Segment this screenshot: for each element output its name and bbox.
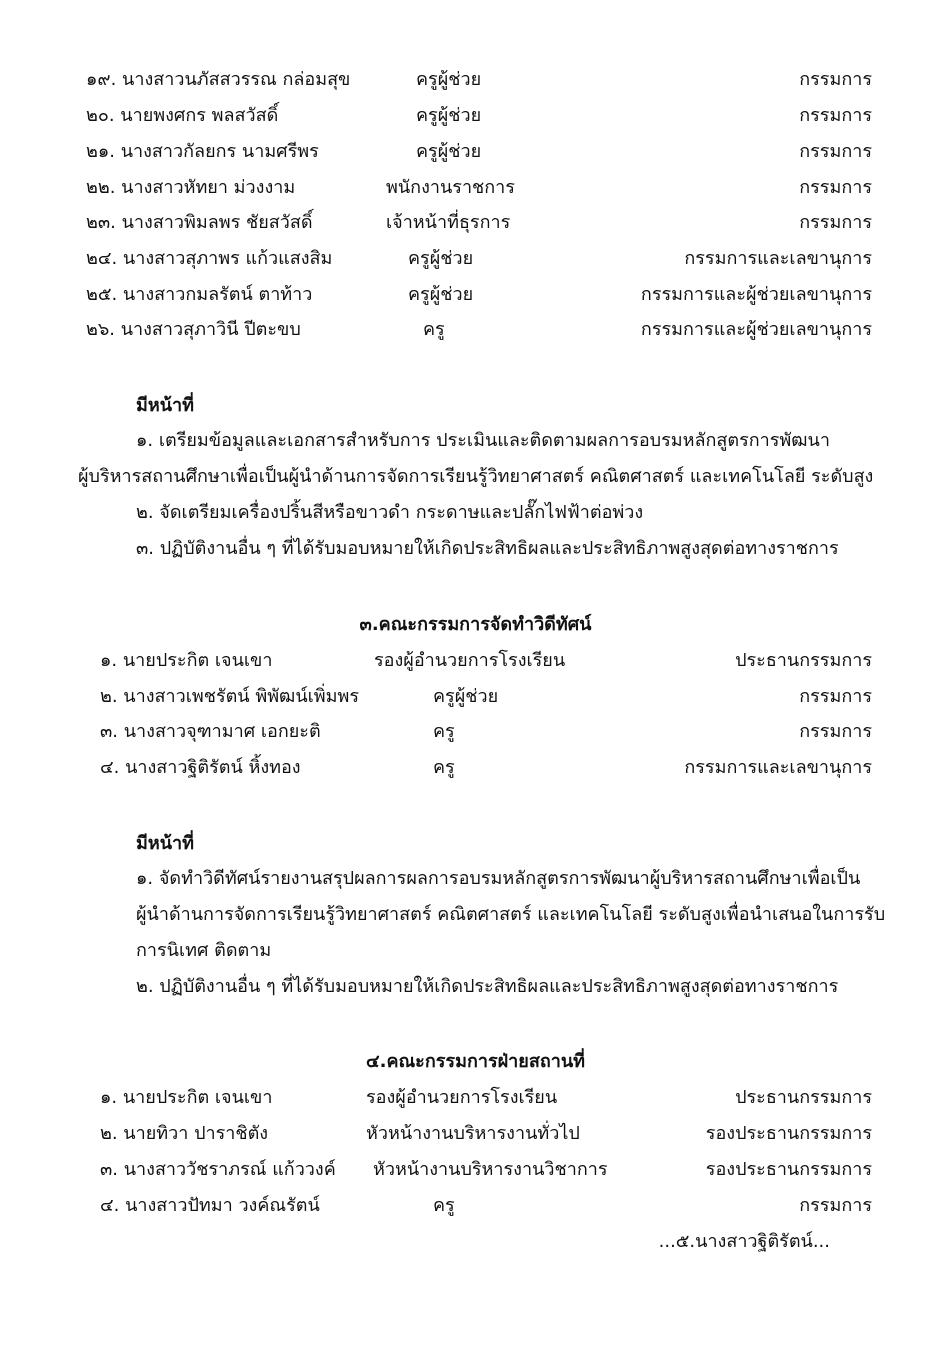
member-position: ครูผู้ช่วย [433, 686, 499, 707]
member-row [0, 1191, 951, 1221]
member-role: กรรมการ [799, 721, 872, 742]
member-role: กรรมการ [799, 105, 872, 126]
member-role: กรรมการและผู้ช่วยเลขานุการ [640, 319, 872, 340]
section-title: ๔.คณะกรรมการฝ่ายสถานที่ [365, 1051, 585, 1072]
member-name: ๒๓. นางสาวพิมลพร ชัยสวัสดิ์ [86, 212, 313, 233]
duties-heading: มีหน้าที่ [136, 395, 195, 416]
member-row [0, 280, 951, 310]
member-row [0, 173, 951, 203]
member-role: กรรมการ [799, 177, 872, 198]
member-row [0, 137, 951, 167]
member-name: ๒๕. นางสาวกมลรัตน์ ตาท้าว [86, 284, 313, 305]
member-role: กรรมการ [799, 141, 872, 162]
duty-text: ผู้บริหารสถานศึกษาเพื่อเป็นผู้นำด้านการจัดการเรียนรู้วิทยาศาสตร์ คณิตศาสตร์ และเทคโนโลยี ระดับสูง [78, 466, 874, 487]
member-position: ครูผู้ช่วย [416, 141, 482, 162]
duty-text: ๑. เตรียมข้อมูลและเอกสารสำหรับการ ประเมินและติดตามผลการอบรมหลักสูตรการพัฒนา [136, 430, 830, 451]
member-position: พนักงานราชการ [386, 177, 515, 198]
member-name: ๒. นางสาวเพชรัตน์ พิพัฒน์เพิ่มพร [100, 686, 360, 707]
member-row [0, 315, 951, 345]
member-position: เจ้าหน้าที่ธุรการ [386, 212, 511, 233]
member-row [0, 717, 951, 747]
member-row [0, 101, 951, 131]
member-position: ครูผู้ช่วย [416, 105, 482, 126]
member-role: กรรมการและเลขานุการ [684, 248, 872, 269]
member-position: ครู [423, 319, 445, 340]
member-position: ครู [433, 721, 455, 742]
member-row [0, 1083, 951, 1113]
member-position: รองผู้อำนวยการโรงเรียน [374, 650, 566, 671]
member-row [0, 682, 951, 712]
member-role: ประธานกรรมการ [735, 650, 872, 671]
member-position: ครูผู้ช่วย [416, 69, 482, 90]
member-name: ๒๔. นางสาวสุภาพร แก้วแสงสิม [86, 248, 333, 269]
member-name: ๒๖. นางสาวสุภาวินี ปีตะขบ [86, 319, 301, 340]
member-name: ๒๑. นางสาวกัลยกร นามศรีพร [86, 141, 319, 162]
member-role: กรรมการและผู้ช่วยเลขานุการ [640, 284, 872, 305]
member-name: ๒. นายทิวา ปาราชิตัง [100, 1123, 269, 1144]
member-position: หัวหน้างานบริหารงานทั่วไป [366, 1123, 580, 1144]
member-row [0, 1119, 951, 1149]
member-position: ครู [433, 757, 455, 778]
member-name: ๓. นางสาวจุฑามาศ เอกยะติ [100, 721, 321, 742]
member-position: หัวหน้างานบริหารงานวิชาการ [373, 1159, 608, 1180]
member-row [0, 1155, 951, 1185]
member-name: ๒๒. นางสาวหัทยา ม่วงงาม [86, 177, 296, 198]
member-role: กรรมการ [799, 212, 872, 233]
member-name: ๑. นายประกิต เจนเขา [100, 1087, 273, 1108]
section-title: ๓.คณะกรรมการจัดทำวิดีทัศน์ [359, 614, 592, 635]
member-row [0, 208, 951, 238]
member-row [0, 646, 951, 676]
duty-text: การนิเทศ ติดตาม [136, 940, 272, 961]
member-position: ครูผู้ช่วย [408, 284, 474, 305]
member-name: ๑. นายประกิต เจนเขา [100, 650, 273, 671]
duty-text: ผู้นำด้านการจัดการเรียนรู้วิทยาศาสตร์ คณิตศาสตร์ และเทคโนโลยี ระดับสูงเพื่อนำเสนอในการรับ [136, 904, 886, 925]
member-name: ๓. นางสาววัชราภรณ์ แก้ววงค์ [100, 1159, 336, 1180]
member-name: ๔. นางสาวปัทมา วงค์ณรัตน์ [100, 1195, 320, 1216]
member-role: รองประธานกรรมการ [705, 1159, 872, 1180]
member-role: กรรมการ [799, 69, 872, 90]
duties-heading: มีหน้าที่ [136, 833, 195, 854]
member-row [0, 244, 951, 274]
member-role: รองประธานกรรมการ [705, 1123, 872, 1144]
member-name: ๔. นางสาวฐิติรัตน์ หิ้งทอง [100, 757, 301, 778]
member-position: ครู [433, 1195, 455, 1216]
member-position: รองผู้อำนวยการโรงเรียน [366, 1087, 558, 1108]
member-role: ประธานกรรมการ [735, 1087, 872, 1108]
member-row [0, 753, 951, 783]
member-role: กรรมการและเลขานุการ [684, 757, 872, 778]
duty-text: ๓. ปฏิบัติงานอื่น ๆ ที่ได้รับมอบหมายให้เกิดประสิทธิผลและประสิทธิภาพสูงสุดต่อทางราชการ [136, 538, 839, 559]
member-name: ๒๐. นายพงศกร พลสวัสดิ์ [86, 105, 279, 126]
member-role: กรรมการ [799, 1195, 872, 1216]
member-role: กรรมการ [799, 686, 872, 707]
duty-text: ๒. จัดเตรียมเครื่องปริ้นสีหรือขาวดำ กระดาษและปลั๊กไฟฟ้าต่อพ่วง [136, 502, 644, 523]
duty-text: ๒. ปฏิบัติงานอื่น ๆ ที่ได้รับมอบหมายให้เกิดประสิทธิผลและประสิทธิภาพสูงสุดต่อทางราชการ [136, 976, 839, 997]
duty-text: ๑. จัดทำวิดีทัศน์รายงานสรุปผลการผลการอบรมหลักสูตรการพัฒนาผู้บริหารสถานศึกษาเพื่อเป็น [136, 868, 861, 889]
member-name: ๑๙. นางสาวนภัสสวรรณ กล่อมสุข [86, 69, 351, 90]
continuation-note: ...๕.นางสาวฐิติรัตน์... [658, 1231, 830, 1252]
member-row [0, 65, 951, 95]
member-position: ครูผู้ช่วย [408, 248, 474, 269]
